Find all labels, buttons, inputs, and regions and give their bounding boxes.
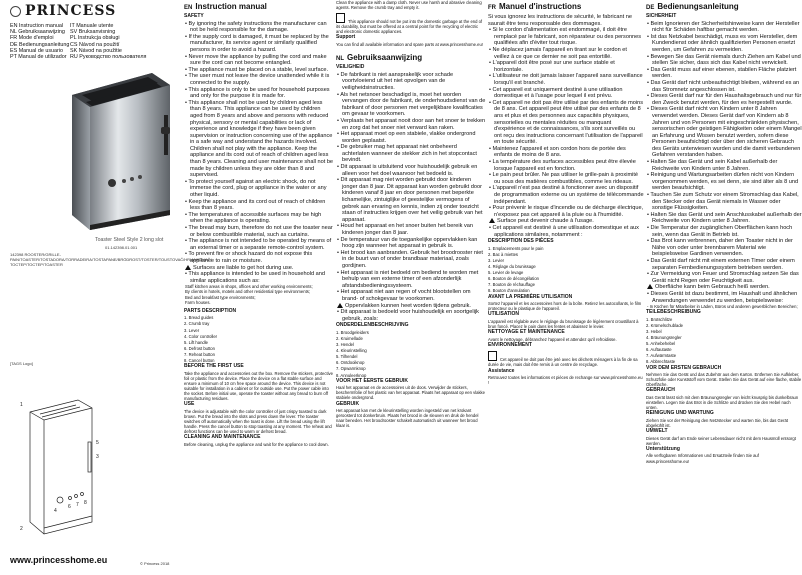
english-column	[184, 0, 334, 575]
before-first-use-text-de: Nehmen Sie das Gerät und das Zubehör aus dem Karton. Entfernen Sie Aufkleber, Schutzfolie oder Kunststoff vom Gerät. Stellen Sie das Gerät auf eine flache, stabile Oberfläche.	[646, 372, 802, 388]
safety-item-nl: • Dit apparaat mag niet worden gebruikt door kinderen jonger dan 8 jaar. Dit apparaat kan worden gebruikt door kinderen vanaf 8 jaar en door personen met beperkte lichamelijke, zintuiglijke of geestelijke vermogens of gebrek aan ervaring en kennis, indien zij onder toezicht staan of instructies krijgen over het veilig gebruik van het apparaat.	[337, 177, 483, 223]
support-text-fr: Retrouvez toutes les informations et pièces de rechange sur www.princesshome.eu !	[488, 375, 643, 386]
safety-intro-fr: Si vous ignorez les instructions de sécurité, le fabricant ne saurait être tenu responsable des dommages.	[488, 14, 632, 27]
household-intro-nl: • Dit apparaat is bedoeld voor huishoudelijk en soortgelijk gebruik, zoals:	[337, 309, 479, 322]
german-column	[646, 0, 802, 575]
safety-heading-nl: VEILIGHEID	[336, 64, 365, 71]
svg-text:3: 3	[96, 454, 99, 460]
warning-icon	[337, 303, 343, 308]
hot-surface-notice: Surfaces are liable to get hot during use.	[184, 265, 334, 272]
hot-surface-notice-nl: Oppervlakken kunnen heet worden tijdens gebruik.	[336, 303, 486, 310]
language-item: PL Instrukcja obsługi	[70, 35, 120, 42]
copyright: © Princess 2018	[140, 561, 170, 566]
safety-item: • The user must not leave the device unattended while it is connected to the supply.	[185, 73, 330, 86]
safety-item-fr: • Cet appareil est uniquement destiné à une utilisation domestique et à l'usage pour lequel il est prévu.	[489, 86, 623, 100]
parts-item-de: 7. Aufwärmtaste	[646, 353, 677, 359]
hot-surface-notice-de: Oberfläche kann beim Gebrauch heiß werden.	[646, 284, 802, 291]
environment-heading-fr: ENVIRONNEMENT	[488, 341, 532, 348]
safety-item-de: • Beim Ignorieren der Sicherheitshinweise kann der Hersteller nicht für Schäden haftbar gemacht werden.	[647, 20, 800, 34]
use-heading-fr: UTILISATION	[488, 311, 520, 318]
parts-item-de: 8. Abbrechtaste	[646, 359, 676, 365]
safety-item-de: • Halten Sie das Gerät und sein Anschlusskabel außerhalb der Reichweite von Kindern unter 8 Jahren.	[647, 211, 802, 225]
household-item-de: • Dieses Gerät ist dazu bestimmt, im Haushalt und ähnlichen Anwendungen verwendet zu werden, beispielsweise:	[647, 290, 798, 304]
parts-item-fr: 5. Levier de levage	[488, 270, 524, 276]
use-text: The device is adjustable with the color controller of just crispy toasted to dark brown. Put the bread into the slots and press down the lever. The toaster switches off automatically when the toast is done. Lift the bread using the lift handle. Press the cancel button to stop toasting at any moment. The reheat and defrost functions can be used to warm or defrost bread.	[184, 408, 332, 435]
safety-item: • This appliance is only to be used for household purposes and only for the purpose it is made for.	[185, 86, 330, 100]
safety-item-nl: • De temperatuur van de toegankelijke oppervlakken kan hoog zijn wanneer het apparaat in gebruik is.	[337, 236, 478, 250]
safety-item-nl: • Het apparaat moet op een stabiele, vlakke ondergrond worden geplaatst.	[337, 131, 476, 144]
brand-crown-icon	[10, 6, 21, 17]
household-intro-fr: • Cet appareil est destiné à une utilisation domestique et aux applications similaires, notamment :	[489, 225, 639, 238]
safety-item-fr: • Ne déplacez jamais l'appareil en tirant sur le cordon et veillez à ce que ce dernier ne soit pas entortillé.	[489, 46, 627, 60]
safety-item: • The appliance must be placed on a stable, level surface.	[185, 66, 329, 73]
safety-item: • The appliance is not intended to be operated by means of an external timer or a separate remote-control system.	[185, 238, 332, 251]
safety-item-de: • Tauchen Sie zum Schutz vor einem Stromschlag das Kabel, den Stecker oder das Gerät niemals in Wasser oder sonstige Flüssigkeiten.	[647, 192, 799, 212]
parts-item-fr: 2. Bac à miettes	[488, 251, 519, 257]
environment-text-de: Dieses Gerät darf am Ende seiner Lebensdauer nicht mit dem Hausmüll entsorgt werden.	[646, 435, 796, 446]
safety-item: • The bread may burn, therefore do not use the toaster near or below combustible material, such as curtains.	[185, 225, 333, 238]
safety-item-fr: • L'appareil n'est pas destiné à fonctionner avec un dispositif de programmation externe ou un système de télécommande indépendant.	[489, 185, 644, 205]
cleaning-text-de: Ziehen Sie vor der Reinigung den Netzstecker und warten Sie, bis das Gerät abgekühlt ist.	[646, 417, 788, 428]
use-text-de: Das Gerät lässt sich mit dem Bräunungsregler von leicht knusprig bis dunkelbraun einstellen. Legen Sie das Brot in die Schlitze und drücken Sie den Hebel nach unten.	[646, 395, 799, 411]
website-url[interactable]: www.princesshome.eu	[10, 555, 108, 565]
safety-item-de: • Die Temperatur der zugänglichen Oberflächen kann hoch sein, wenn das Gerät in Betrieb ist.	[647, 225, 793, 238]
support-heading-de: Unterstützung	[646, 445, 680, 452]
safety-item-nl: • De fabrikant is niet aansprakelijk voor schade voortvloeiend uit het niet opvolgen van de veiligheidsinstructies.	[337, 71, 454, 91]
language-item: DE Bedienungsanleitung	[10, 41, 70, 48]
safety-item-de: • Das Gerät muss auf einer ebenen, stabilen Fläche platziert werden.	[647, 66, 797, 80]
parts-item-nl: 7. Opwarmknop	[336, 366, 366, 372]
household-item: Farm houses.	[185, 299, 211, 305]
product-code: 01.142398.01.001	[105, 245, 138, 250]
safety-item-nl: • Houd het apparaat en het snoer buiten het bereik van kinderen jonger dan 8 jaar.	[337, 223, 473, 236]
safety-item-fr: • Cet appareil ne doit pas être utilisé par des enfants de moins de 8 ans. Cet appareil peut être utilisé par des enfants de 8 ans et plus et des personnes aux capacités physiques, sensorielles ou mentales réduites ou manquant d'expérience et de connaissances, s'ils sont surveillés ou ont reçu des instructions concernant l'utilisation de l'appareil en toute sécurité.	[489, 99, 644, 146]
use-text-nl: Het apparaat kan met de kleurinstelling worden ingesteld van net krokant geroosterd tot donkerbruin. Plaats het brood in de sleuven en druk de hendel naar beneden. Het broodrooster schakelt automatisch uit wanneer het brood klaar is.	[336, 408, 479, 429]
language-item: NL Gebruiksaanwijzing	[10, 29, 65, 36]
safety-item-nl: • Het brood kan aanbranden. Gebruik het broodrooster niet in de buurt van of onder brandbaar materiaal, zoals gordijnen.	[337, 249, 483, 269]
parts-item: 1. Bread guides	[184, 315, 214, 321]
environment-text-fr: Cet appareil ne doit pas être jeté avec les déchets ménagers à la fin de sa durée de vie, mais doit être remis à un centre de recyclage.	[488, 349, 644, 367]
safety-item: • If the supply cord is damaged, it must be replaced by the manufacturer, its service agent or similarly qualified persons in order to avoid a hazard.	[185, 33, 329, 53]
parts-item: 7. Reheat button	[184, 351, 215, 357]
safety-item-fr: • L'utilisateur ne doit jamais laisser l'appareil sans surveillance lorsqu'il est branché.	[489, 73, 643, 86]
safety-item: • Never move the appliance by pulling the cord and make sure the cord can not become entangled.	[185, 53, 327, 67]
parts-item-nl: 8. Annuleerknop	[336, 372, 367, 378]
language-item: PT Manual de utilizador	[10, 54, 67, 61]
parts-item-de: 2. Krümelschublade	[646, 322, 684, 328]
parts-heading-nl: ONDERDELENBESCHRIJVING	[336, 322, 409, 329]
safety-item-nl: • Het apparaat is niet bedoeld om bediend te worden met behulp van een externe timer of een afzonderlijk afstandsbedieningssysteem.	[337, 269, 479, 289]
cleaning-heading: CLEANING AND MAINTENANCE	[184, 434, 261, 441]
warning-icon	[489, 218, 495, 223]
safety-heading: SAFETY	[184, 13, 204, 19]
toaster-parts-diagram	[18, 372, 102, 550]
language-item: EN Instruction manual	[10, 23, 64, 29]
parts-heading-de: TEILEBESCHREIBUNG	[646, 309, 701, 316]
product-types: 142398 ROOSTER/GRILLE-PAIN/TOASTER/TOSTADORA/TORRADEIRA/TOSTAPANE/BRÖDROST/TOSTER/TOUSTOVAČ/HRIANKOVAČ/ТОСТЕР/ТОСТЕР/TOASTER	[10, 252, 212, 267]
product-title: Toaster Steel Style 2 long slot	[95, 237, 164, 243]
before-first-use-text-nl: Haal het apparaat en de accessoires uit de doos. Verwijder de stickers, beschermfolie of het plastic van het apparaat. Plaats het apparaat op een vlakke stabiele ondergrond.	[336, 385, 485, 401]
before-first-use-text-fr: Sortez l'appareil et les accessoires hors de la boîte. Retirez les autocollants, le film protecteur ou le plastique de l'appareil.	[488, 301, 642, 312]
before-first-use-heading-de: VOR DEM ERSTEN GEBRAUCH	[646, 364, 722, 371]
parts-item-nl: 1. Broodgeleiders	[336, 329, 369, 335]
parts-item-fr: 1. Emplacements pour le pain	[488, 245, 544, 251]
section-title-de: DE Bedienungsanleitung	[646, 2, 739, 11]
parts-heading: PARTS DESCRIPTION	[184, 307, 237, 314]
cleaning-text-fr: Avant le nettoyage, débranchez l'appareil et attendez qu'il refroidisse.	[488, 336, 617, 342]
use-heading-nl: GEBRUIK	[336, 400, 360, 407]
recycle-bin-icon	[488, 351, 497, 361]
french-column	[488, 0, 644, 575]
before-first-use-heading: BEFORE THE FIRST USE	[184, 363, 244, 370]
household-item: By clients in hotels, motels and other residential type environments;	[185, 289, 310, 295]
language-item: SV Bruksanvisning	[70, 29, 116, 36]
parts-item-de: 1. Brotschlitze	[646, 316, 673, 322]
safety-item-de: • Ist das Netzkabel beschädigt, muss es vom Hersteller, dem Kundendienst oder ähnlich qualifizierten Personen ersetzt werden, um Gefahren zu vermeiden.	[647, 33, 798, 53]
safety-item: • Keep the appliance and its cord out of reach of children less than 8 years.	[185, 198, 326, 212]
toaster-product-image	[52, 65, 180, 231]
cleaning-heading-de: REINIGUNG UND WARTUNG	[646, 410, 714, 417]
parts-item-nl: 6. Ontdooiknop	[336, 360, 365, 366]
svg-text:1: 1	[20, 402, 23, 408]
use-heading: USE	[184, 401, 195, 408]
parts-item: 8. Cancel button	[184, 357, 215, 363]
safety-item-de: • Das Brot kann verbrennen, daher den Toaster nicht in der Nähe von oder unter brennbarem Material wie beispielsweise Gardinen verwenden.	[647, 238, 793, 258]
safety-item-fr: • La température des surfaces accessibles peut être élevée lorsque l'appareil est en fonction.	[489, 159, 636, 172]
safety-item-de: • Zur Vermeidung von Feuer und Stromschlag setzen Sie das Gerät nicht Regen oder Feuchtigkeit aus.	[647, 271, 799, 284]
safety-item: • To prevent fire or shock hazard do not expose this appliance to rain or moisture.	[185, 251, 313, 264]
parts-item-fr: 3. Levier	[488, 257, 505, 263]
parts-item-fr: 4. Réglage du brunissage	[488, 264, 536, 270]
safety-item-de: • Halten Sie das Gerät und sein Kabel außerhalb der Reichweite von Kindern unter 8 Jahren.	[647, 159, 778, 172]
hot-surface-notice-fr: Surface peut devenir chaude à l'usage.	[488, 218, 644, 225]
section-title-en: EN Instruction manual	[184, 2, 267, 11]
language-item: IT Manuale utente	[70, 23, 114, 29]
safety-item-fr: • Le pain peut brûler. Ne pas utiliser le grille-pain à proximité ou sous des matières combustibles, comme les rideaux.	[489, 172, 639, 185]
parts-item-de: 6. Auftautaste	[646, 347, 672, 353]
parts-item-fr: 6. Bouton de décongélation	[488, 276, 539, 282]
support-heading-fr: Assistance	[488, 367, 515, 374]
safety-item-nl: • Dit apparaat is uitsluitend voor huishoudelijk gebruik en alleen voor het doel waarvoor het bedoeld is.	[337, 164, 478, 177]
language-item: ES Manual de usuario	[10, 47, 64, 54]
safety-item-de: • Das Gerät darf nicht mit einem externen Timer oder einem separaten Fernbedienungssystem betrieben werden.	[647, 257, 795, 271]
safety-intro: • By ignoring the safety instructions the manufacturer can not be held responsible for the damage.	[185, 20, 327, 34]
parts-item: 3. Lever	[184, 327, 200, 333]
svg-text:5: 5	[96, 440, 99, 446]
language-item: CS Návod na použití	[70, 41, 120, 48]
safety-item-fr: • L'appareil doit être posé sur une surface stable et horizontale.	[489, 60, 615, 73]
warning-icon	[185, 265, 191, 270]
parts-item: 4. Color controller	[184, 333, 218, 339]
safety-item-nl: • Verplaats het apparaat nooit door aan het snoer te trekken en zorg dat het snoer niet verward kan raken.	[337, 117, 486, 131]
section-title-nl: NL Gebruiksaanwijzing	[336, 53, 423, 63]
use-text-fr: L'appareil est réglable avec le réglage du brunissage de légèrement croustillant à brun foncé. Placez le pain dans les fentes et abaissez le levier.	[488, 318, 639, 329]
cleaning-text-2: Clean the appliance with a damp cloth. Never use harsh and abrasive cleaning agents. Remove the crumb tray and empty it.	[336, 0, 482, 11]
environment-text: This appliance should not be put into the domestic garbage at the end of its durability, but must be offered at a central point for the recycling of electric and electronic domestic appliances.	[336, 11, 486, 34]
parts-item-nl: 4. Kleurinstelling	[336, 348, 367, 354]
environment-heading-de: UMWELT	[646, 428, 668, 435]
parts-item-nl: 5. Tilhendel	[336, 354, 358, 360]
safety-item-fr: • Pour prévenir le risque d'incendie ou de décharge électrique, n'exposez pas cet appareil à la pluie ou à l'humidité.	[489, 205, 644, 218]
svg-text:2: 2	[20, 526, 23, 532]
section-title-fr: FR Manuel d'instructions	[488, 2, 582, 11]
household-item: Bed and breakfast type environments;	[185, 294, 256, 300]
language-list	[10, 23, 180, 60]
safety-item-nl: • Als het netsnoer beschadigd is, moet het worden vervangen door de fabrikant, de onderhoudsdienst van de fabrikant of door personen met vergelijkbare kwalificaties om gevaar te voorkomen.	[337, 91, 486, 118]
svg-text:8: 8	[84, 500, 87, 506]
language-item: SK Návod na použitie	[70, 47, 122, 54]
parts-item-nl: 2. Kruimellade	[336, 336, 363, 341]
safety-item-nl: • Het apparaat niet aan regen of vocht blootstellen om brand- of schokgevaar te voorkomen.	[337, 289, 471, 302]
safety-heading-de: SICHERHEIT	[646, 13, 677, 19]
safety-item-de: • Bewegen Sie das Gerät niemals durch Ziehen am Kabel und stellen Sie sicher, dass sich das Kabel nicht verwickelt.	[647, 53, 801, 67]
safety-item: • This appliance shall not be used by children aged less than 8 years. This appliance can be used by children aged from 8 years and above and persons with reduced physical, sensory or mental capabilities or lack of experience and knowledge if they have been given supervision or instruction concerning use of the appliance in a safe way and understand the hazards involved. Children shall not play with the appliance. Keep the appliance and its cord out of reach of children aged less than 8 years. Cleaning and user maintenance shall not be made by children unless they are older than 8 and supervised.	[185, 99, 334, 179]
support-text-de: Alle verfügbaren Informationen und Ersatzteile finden Sie auf www.princesshome.eu!	[646, 453, 759, 464]
support-heading: Support	[336, 34, 356, 41]
brand-logo	[10, 3, 116, 19]
warning-icon	[647, 284, 653, 289]
recycle-bin-icon	[336, 13, 345, 23]
diagram-label: [TAGS Logo]	[10, 361, 33, 366]
safety-item: • To protect yourself against an electric shock, do not immerse the cord, plug or appliance in the water or any other liquid.	[185, 178, 327, 199]
brand-name: PRINCESS	[25, 3, 117, 19]
safety-item-fr: • Maintenez l'appareil et son cordon hors de portée des enfants de moins de 8 ans.	[489, 145, 626, 159]
parts-item-de: 5. Anhebehebel	[646, 341, 676, 347]
svg-text:4: 4	[54, 508, 57, 514]
safety-item-de: • Reinigung und Wartungsarbeiten dürfen nicht von Kindern vorgenommen werden, es sei denn, sie sind älter als 8 und werden beaufsichtigt.	[647, 172, 799, 192]
parts-item: 5. Lift handle	[184, 339, 208, 345]
parts-item: 6. Defrost button	[184, 345, 215, 351]
safety-item-de: • Dieses Gerät darf nur für den Haushaltsgebrauch und nur für den Zweck benutzt werden, für den es hergestellt wurde.	[647, 93, 802, 106]
safety-item-de: • Das Gerät darf nicht unbeaufsichtigt bleiben, während es an das Stromnetz angeschlossen ist.	[647, 79, 800, 93]
parts-heading-fr: DESCRIPTION DES PIÈCES	[488, 238, 554, 245]
parts-item-de: 4. Bräunungsregler	[646, 335, 682, 341]
parts-item-de: 3. Hebel	[646, 329, 662, 334]
parts-item-nl: 3. Hendel	[336, 342, 354, 348]
parts-item-fr: 8. Bouton d'annulation	[488, 288, 530, 294]
language-item: FR Mode d'emploi	[10, 35, 54, 42]
safety-item-nl: • De gebruiker mag het apparaat niet onbeheerd achterlaten wanneer de stekker zich in het stopcontact bevindt.	[337, 144, 477, 164]
safety-item: • The temperatures of accessible surfaces may be high when the appliance is operating.	[185, 211, 322, 225]
language-item: RU Руководство пользователя	[70, 54, 147, 61]
safety-item-de: • Dieses Gerät darf nicht von Kindern unter 8 Jahren verwendet werden. Dieses Gerät darf von Kindern ab 8 Jahren und von Personen mit eingeschränkten physischen, sensorischen oder geistigen Fähigkeiten oder einem Mangel an Erfahrung und Wissen benutzt werden, sofern diese Personen beaufsichtigt oder über den sicheren Gebrauch des Geräts unterwiesen wurden und die damit verbundenen Gefahren verstanden haben.	[647, 106, 802, 159]
household-item: Staff kitchen areas in shops, offices and other working environments;	[185, 284, 313, 290]
household-item-de: - In Küchen für Mitarbeiter in Läden, Büros und anderen gewerblichen Bereichen;	[647, 304, 798, 310]
before-first-use-text: Take the appliance and accessories out the box. Remove the stickers, protective foil or plastic from the device. Place the device on a flat stable surface and ensure a minimum of 10 cm free space around the device. This device is not suitable for installation in a cabinet or for outside use. Put the power cable into the socket. Before initial use, operate the toaster without any bread to burn off manufacturing residues.	[184, 370, 333, 402]
parts-item: 2. Crumb tray	[184, 321, 210, 327]
svg-text:6: 6	[68, 504, 71, 510]
before-first-use-heading-nl: VOOR HET EERSTE GEBRUIK	[336, 377, 408, 384]
household-intro: • This appliance is intended to be used in household and similar applications such as:	[185, 271, 325, 284]
support-text: You can find all available information and spare parts at www.princesshome.eu!	[336, 42, 483, 48]
cleaning-heading-fr: NETTOYAGE ET MAINTENANCE	[488, 329, 565, 336]
parts-item-fr: 7. Bouton de réchauffage	[488, 282, 535, 288]
safety-item-fr: • Si le cordon d'alimentation est endommagé, il doit être remplacé par le fabricant, son réparateur ou des personnes qualifiées afin d'éviter tout risque.	[489, 27, 642, 47]
before-first-use-heading-fr: AVANT LA PREMIÈRE UTILISATION	[488, 293, 573, 300]
dutch-column	[336, 0, 486, 575]
use-heading-de: GEBRAUCH	[646, 387, 675, 394]
cleaning-text: Before cleaning, unplug the appliance and wait for the appliance to cool down.	[184, 441, 329, 447]
svg-text:7: 7	[76, 502, 79, 508]
